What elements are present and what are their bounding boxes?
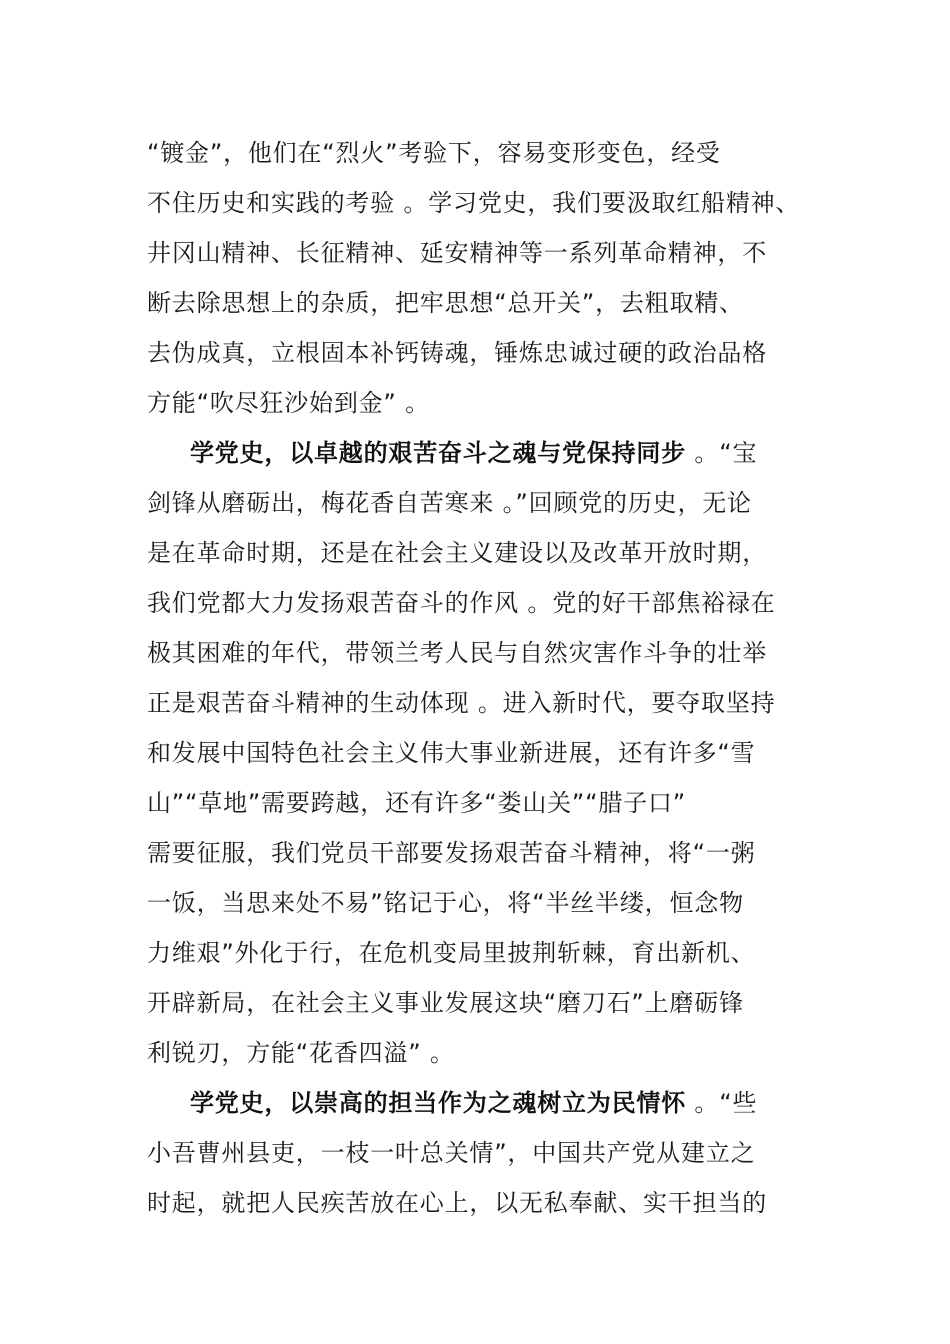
paragraph-2-line-9: 一饭，当思来处不易”铭记于心，将“半丝半缕，恒念物 [147, 889, 744, 917]
paragraph-3-line-2: 时起，就把人民疾苦放在心上，以无私奉献、实干担当的 [147, 1189, 767, 1217]
paragraph-2-heading: 学党史，以卓越的艰苦奋斗之魂与党保持同步 [190, 439, 686, 467]
paragraph-1-line-2: 不住历史和实践的考验 。学习党史，我们要汲取红船精神、 [147, 189, 801, 217]
paragraph-1-line-6: 方能“吹尽狂沙始到金” 。 [147, 389, 430, 417]
paragraph-2-line-7: 山”“草地”需要跨越，还有许多“娄山关”“腊子口” [147, 789, 687, 817]
paragraph-1-line-3: 井冈山精神、长征精神、延安精神等一系列革命精神，不 [147, 239, 767, 267]
paragraph-2-line-6: 和发展中国特色社会主义伟大事业新进展，还有许多“雪 [147, 739, 756, 767]
paragraph-3-heading: 学党史，以崇高的担当作为之魂树立为民情怀 [190, 1089, 686, 1117]
paragraph-2-line-8: 需要征服，我们党员干部要发扬艰苦奋斗精神，将“一粥 [147, 839, 756, 867]
paragraph-1-line-4: 断去除思想上的杂质，把牢思想“总开关”，去粗取精、 [147, 289, 744, 317]
paragraph-2-first-line-rest: 。“宝 [686, 439, 758, 467]
paragraph-2-line-5: 正是艰苦奋斗精神的生动体现 。进入新时代，要夺取坚持 [147, 689, 776, 717]
paragraph-2-line-11: 开辟新局，在社会主义事业发展这块“磨刀石”上磨砺锋 [147, 989, 744, 1017]
paragraph-3-first-line-rest: 。“些 [686, 1089, 758, 1117]
paragraph-3-first-line [190, 1086, 860, 1120]
paragraph-1-line-5: 去伪成真，立根固本补钙铸魂，锤炼忠诚过硬的政治品格 [147, 339, 767, 367]
paragraph-1-line-1: “镀金”，他们在“烈火”考验下，容易变形变色，经受 [147, 139, 721, 167]
paragraph-2-line-4: 极其困难的年代，带领兰考人民与自然灾害作斗争的壮举 [147, 639, 767, 667]
paragraph-3-line-1: 小吾曹州县吏，一枝一叶总关情”，中国共产党从建立之 [147, 1139, 756, 1167]
paragraph-2-line-1: 剑锋从磨砺出，梅花香自苦寒来 。”回顾党的历史，无论 [147, 489, 752, 517]
paragraph-2-line-2: 是在革命时期，还是在社会主义建设以及改革开放时期， [147, 539, 767, 567]
paragraph-2-line-10: 力维艰”外化于行，在危机变局里披荆斩棘，育出新机、 [147, 939, 756, 967]
paragraph-2-first-line [190, 436, 860, 470]
paragraph-2-line-12: 利锐刃，方能“花香四溢” 。 [147, 1039, 455, 1067]
paragraph-2-line-3: 我们党都大力发扬艰苦奋斗的作风 。党的好干部焦裕禄在 [147, 589, 776, 617]
